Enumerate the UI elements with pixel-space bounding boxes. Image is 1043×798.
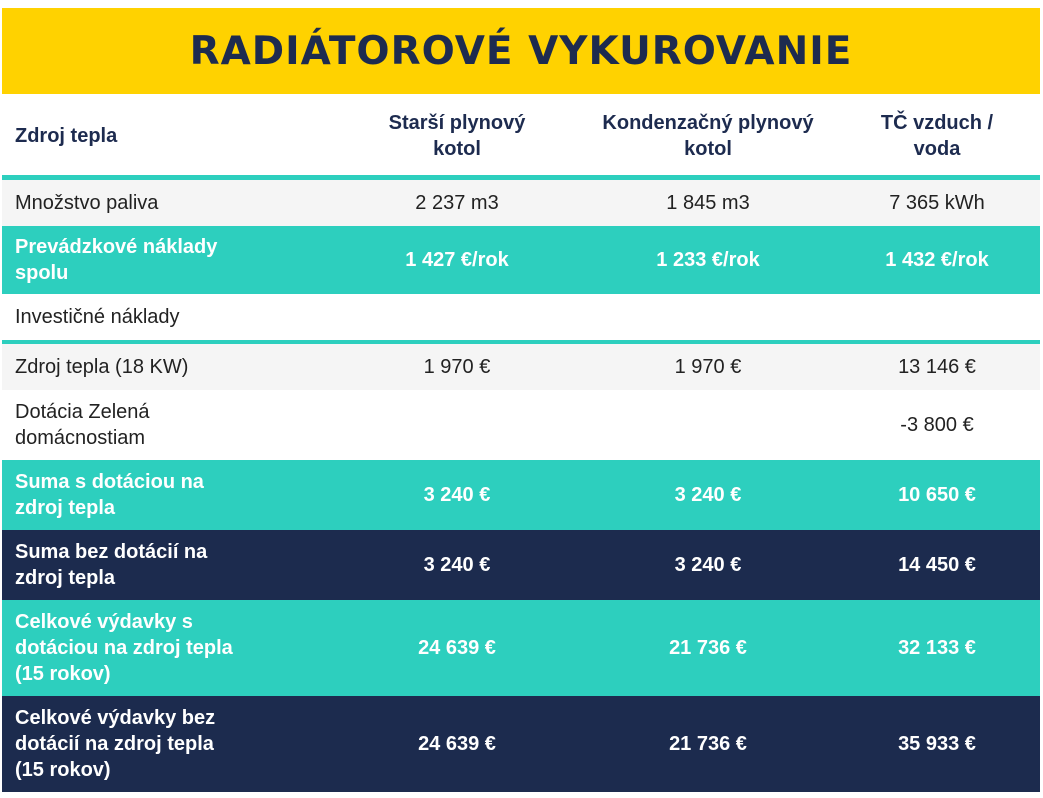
row-label-line2: spolu: [15, 262, 69, 284]
header-col-old-gas-boiler: [332, 110, 582, 162]
row-label-line3: (15 rokov): [15, 759, 111, 781]
row-label-line2: domácnostiam: [15, 427, 146, 449]
row-label: [2, 399, 332, 451]
table-row-heat-source: [2, 344, 1040, 390]
table-row-operating-costs: [2, 226, 1040, 294]
row-label-line1: Suma s dotáciou na: [15, 471, 204, 493]
cell-value: 21 736 €: [669, 733, 747, 755]
header-col-heat-pump-line1: TČ vzduch /: [880, 111, 994, 134]
title-banner: [2, 8, 1040, 94]
row-label: Investičné náklady: [15, 306, 180, 328]
cell-value: 10 650 €: [898, 484, 976, 506]
row-label-line1: Celkové výdavky bez: [15, 707, 216, 729]
row-label: [2, 705, 332, 783]
cell-value: 3 240 €: [674, 484, 742, 506]
row-label: [2, 469, 332, 521]
row-label-line1: Suma bez dotácií na: [15, 541, 208, 563]
row-label: [2, 234, 332, 286]
table-row-total-without-subsidy: [2, 696, 1040, 792]
cell-value: 3 240 €: [674, 554, 742, 576]
table-row-total-with-subsidy: [2, 600, 1040, 696]
header-col-old-gas-boiler-line1: Starší plynový: [388, 111, 526, 134]
cell-value: 1 233 €/rok: [656, 249, 760, 271]
cell-value: 35 933 €: [898, 733, 976, 755]
cell-value: 32 133 €: [898, 637, 976, 659]
cell-value: 1 432 €/rok: [885, 249, 989, 271]
table-row-green-subsidy: [2, 390, 1040, 460]
comparison-table: [2, 96, 1040, 792]
header-col-heat-pump: [834, 110, 1040, 162]
row-label-line2: dotácií na zdroj tepla: [15, 733, 214, 755]
header-col-condensing-boiler-line2: kotol: [684, 137, 732, 160]
table-row-investment-costs: [2, 294, 1040, 344]
table-row-sum-without-subsidy: [2, 530, 1040, 600]
page-title: RADIÁTOROVÉ VYKUROVANIE: [189, 28, 853, 74]
row-label: [2, 609, 332, 687]
row-label-line1: Prevádzkové náklady: [15, 236, 218, 258]
row-label: Množstvo paliva: [15, 192, 159, 214]
row-label-line3: (15 rokov): [15, 663, 111, 685]
header-col-heat-pump-line2: voda: [913, 137, 961, 160]
cell-value: 7 365 kWh: [889, 192, 985, 214]
cell-value: 1 427 €/rok: [405, 249, 509, 271]
table-row-sum-with-subsidy: [2, 460, 1040, 530]
cell-value: -3 800 €: [900, 414, 974, 436]
cell-value: 1 845 m3: [666, 192, 750, 214]
table-row-fuel-amount: [2, 180, 1040, 226]
cell-value: 3 240 €: [423, 554, 491, 576]
cell-value: 3 240 €: [423, 484, 491, 506]
row-label-line2: zdroj tepla: [15, 567, 116, 589]
cell-value: 1 970 €: [674, 356, 742, 378]
cell-value: 14 450 €: [898, 554, 976, 576]
row-label-line1: Dotácia Zelená: [15, 401, 150, 423]
header-col-condensing-boiler: [582, 110, 834, 162]
row-label: [2, 539, 332, 591]
row-label-line2: dotáciou na zdroj tepla: [15, 637, 233, 659]
row-label: Zdroj tepla (18 KW): [15, 356, 189, 378]
header-label: Zdroj tepla: [15, 124, 118, 147]
cell-value: 13 146 €: [898, 356, 976, 378]
table-header-row: [2, 96, 1040, 180]
cell-value: 2 237 m3: [415, 192, 499, 214]
header-col-old-gas-boiler-line2: kotol: [433, 137, 481, 160]
cell-value: 24 639 €: [418, 637, 496, 659]
cell-value: 24 639 €: [418, 733, 496, 755]
cell-value: 21 736 €: [669, 637, 747, 659]
header-col-condensing-boiler-line1: Kondenzačný plynový: [602, 111, 814, 134]
row-label-line2: zdroj tepla: [15, 497, 116, 519]
cell-value: 1 970 €: [423, 356, 491, 378]
row-label-line1: Celkové výdavky s: [15, 611, 193, 633]
